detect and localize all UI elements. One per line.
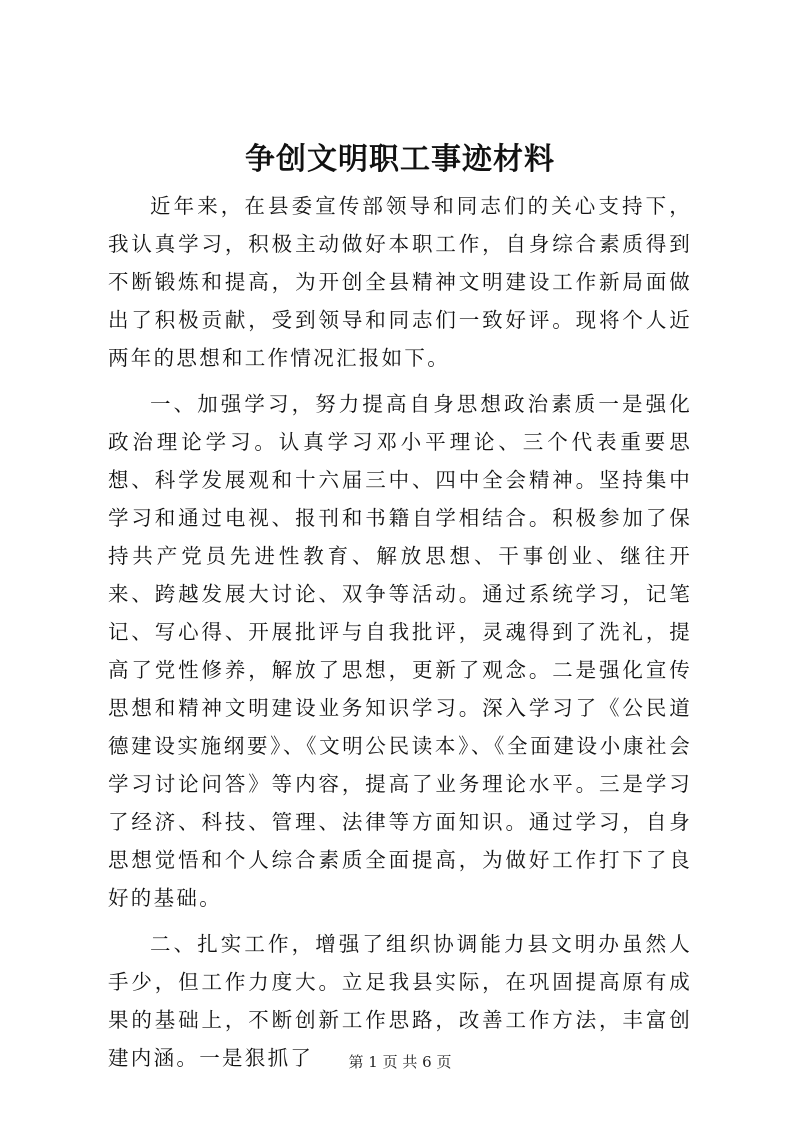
document-body	[108, 187, 692, 1077]
paragraph-intro: 近年来，在县委宣传部领导和同志们的关心支持下，我认真学习，积极主动做好本职工作，自身综合素质得到不断锻炼和提高，为开创全县精神文明建设工作新局面做出了积极贡献，受到领导和同志们一致好评。现将个人近两年的思想和工作情况汇报如下。	[108, 194, 692, 370]
paragraph-section-two: 二、扎实工作，增强了组织协调能力县文明办虽然人手少，但工作力度大。立足我县实际，在巩固提高原有成果的基础上，不断创新工作思路，改善工作方法，丰富创建内涵。一是狠抓了	[108, 932, 692, 1070]
page-number-footer: 第 1 页 共 6 页	[348, 1053, 452, 1071]
document-title: 争创文明职工事迹材料	[245, 142, 555, 177]
paragraph-section-one: 一、加强学习，努力提高自身思想政治素质一是强化政治理论学习。认真学习邓小平理论、三个代表重要思想、科学发展观和十六届三中、四中全会精神。坚持集中学习和通过电视、报刊和书籍自学相结合。积极参加了保持共产党员先进性教育、解放思想、干事创业、继往开来、跨越发展大讨论、双争等活动。通过系统学习，记笔记、写心得、开展批评与自我批评，灵魂得到了洗礼，提高了党性修养，解放了思想，更新了观念。二是强化宣传思想和精神文明建设业务知识学习。深入学习了《公民道德建设实施纲要》、《文明公民读本》、《全面建设小康社会学习讨论问答》等内容，提高了业务理论水平。三是学习了经济、科技、管理、法律等方面知识。通过学习，自身思想觉悟和个人综合素质全面提高，为做好工作打下了良好的基础。	[108, 392, 692, 910]
